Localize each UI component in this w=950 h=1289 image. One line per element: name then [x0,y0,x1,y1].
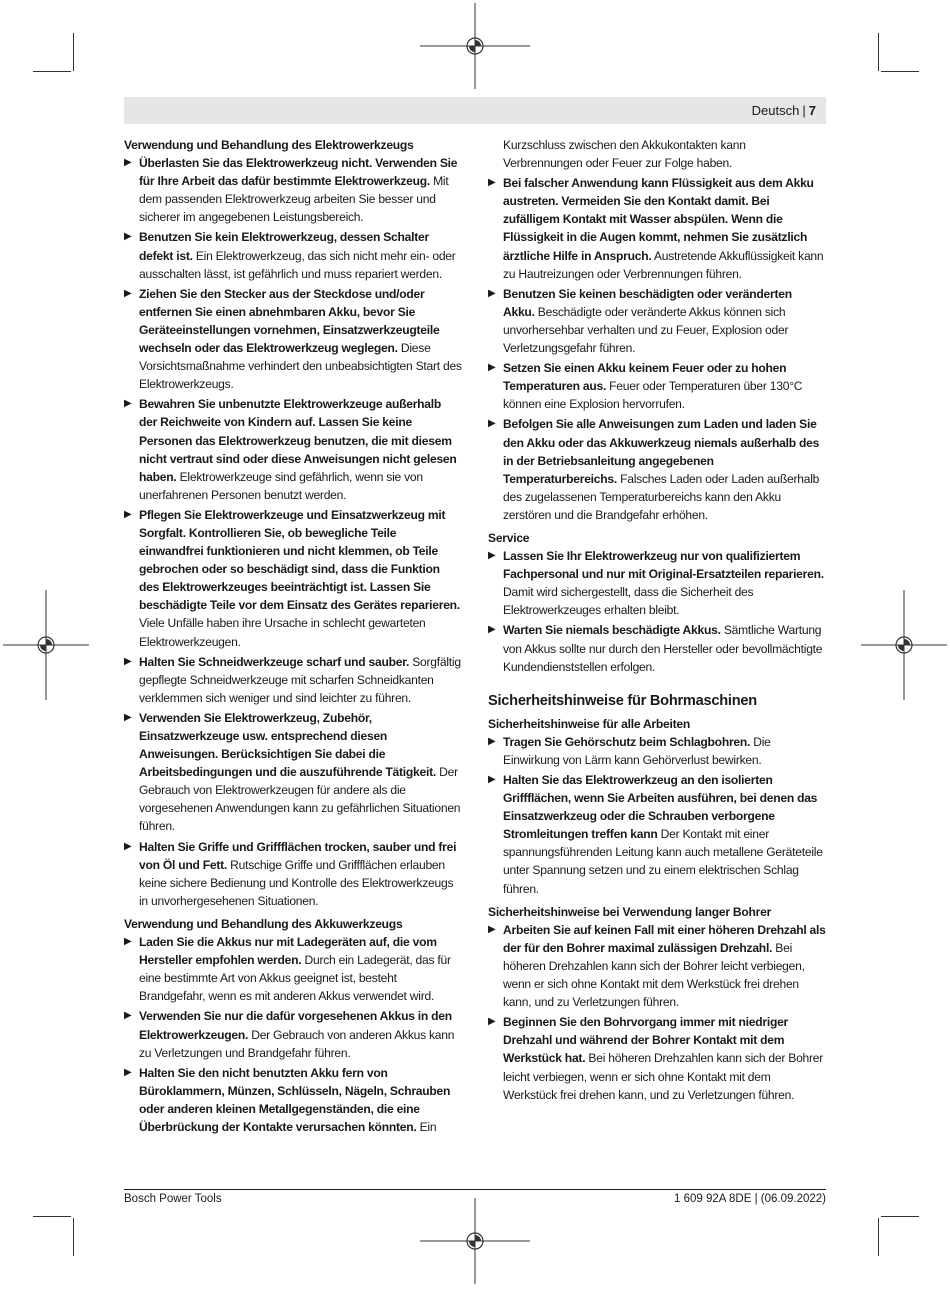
crop-mark-bottom-left-v [73,1218,74,1256]
bullet-arrow-icon: ▶ [488,923,496,935]
bullet-arrow-icon: ▶ [488,362,496,374]
bullet-arrow-icon: ▶ [124,157,132,169]
item-explanation: Der Gebrauch von Elektrowerkzeugen für andere als die vorgesehenen Anwendungen kann zu gefährlichen Situationen führen. [139,765,461,834]
chapter-title: Sicherheitshinweise für Bohrmaschinen [488,692,757,709]
crop-mark-bottom-left-h [33,1216,71,1217]
bullet-arrow-icon: ▶ [488,735,496,747]
section-heading: Verwendung und Behandlung des Elektrowerkzeugs [124,138,414,152]
item-explanation: Austretende Akkuflüssigkeit kann zu Hautreizungen oder Verbrennungen führen. [503,248,824,281]
item-instruction: Lassen Sie Ihr Elektrowerkzeug nur von qualifiziertem Fachpersonal und nur mit Original-Ersatzteilen reparieren. [503,549,824,582]
list-item [488,285,826,357]
registration-mark-right-icon [861,590,947,700]
item-explanation: Bei höheren Drehzahlen kann sich der Bohrer leicht verbiegen, wenn er sich ohne Kontakt mit dem Werkstück frei drehen kann, und zu Verletzungen führen. [503,940,805,1010]
item-instruction: Ziehen Sie den Stecker aus der Steckdose und/oder entfernen Sie einen abnehmbaren Akku, bevor Sie Geräteeinstellungen vornehmen, Einsatzwerkzeugteile wechseln oder das Elektrowerkzeug weglegen. [139,286,440,356]
footer-divider [124,1189,826,1190]
section-items [488,921,826,1104]
registration-mark-left-icon [3,590,89,700]
list-item [124,395,462,504]
item-explanation: Viele Unfälle haben ihre Ursache in schlecht gewarteten Elektrowerkzeugen. [139,616,426,649]
item-instruction: Überlasten Sie das Elektrowerkzeug nicht. Verwenden Sie für Ihre Arbeit das dafür bestimmte Elektrowerkzeug. [139,156,458,189]
list-item [124,1064,462,1136]
list-item [488,771,826,898]
header-label [752,103,816,118]
item-instruction: Benutzen Sie keinen beschädigten oder veränderten Akku. [503,286,792,319]
page-number: 7 [808,103,816,118]
item-instruction: Halten Sie Griffe und Griffflächen trocken, sauber und frei von Öl und Fett. [139,839,457,872]
list-item [124,838,462,910]
bullet-arrow-icon: ▶ [124,287,132,299]
item-instruction: Verwenden Sie nur die dafür vorgesehenen Akkus in den Elektrowerkzeugen. [139,1009,452,1042]
item-explanation: Ein [416,1119,437,1134]
list-item [488,1013,826,1103]
bullet-arrow-icon: ▶ [124,398,132,410]
item-explanation: Falsches Laden oder Laden außerhalb des zugelassenen Temperaturbereichs kann den Akku zerstören und die Brandgefahr erhöhen. [503,471,820,522]
item-instruction: Setzen Sie einen Akku keinem Feuer oder zu hohen Temperaturen aus. [503,361,787,394]
footer-doc-id: 1 609 92A 8DE | (06.09.2022) [674,1193,826,1205]
crop-mark-bottom-right-v [878,1218,879,1256]
crop-mark-top-right-v [878,33,879,71]
bullet-arrow-icon: ▶ [124,1066,132,1078]
bullet-arrow-icon: ▶ [124,508,132,520]
footer-brand: Bosch Power Tools [124,1193,222,1205]
bullet-arrow-icon: ▶ [124,936,132,948]
list-item [488,359,826,413]
bullet-arrow-icon: ▶ [124,1010,132,1022]
item-explanation: Bei höheren Drehzahlen kann sich der Bohrer leicht verbiegen, wenn er sich ohne Kontakt mit dem Werkstück frei drehen kann, und zu Verletzungen führen. [503,1051,824,1102]
item-explanation: Der Kontakt mit einer spannungsführenden Leitung kann auch metallene Geräteteile unter Spannung setzen und zu einem elektrischen Schlag führen. [503,827,823,896]
list-item [488,174,826,283]
item-instruction: Benutzen Sie kein Elektrowerkzeug, dessen Schalter defekt ist. [139,230,429,263]
bullet-arrow-icon: ▶ [488,550,496,562]
list-item [124,228,462,282]
list-item [488,733,826,769]
bullet-arrow-icon: ▶ [124,231,132,243]
registration-mark-bottom-icon [420,1198,530,1284]
bullet-arrow-icon: ▶ [488,624,496,636]
section-heading: Sicherheitshinweise bei Verwendung langer Bohrer [488,904,772,919]
item-instruction: Warten Sie niemals beschädigte Akkus. [503,623,721,638]
item-instruction: Bei falscher Anwendung kann Flüssigkeit aus dem Akku austreten. Vermeiden Sie den Kontakt damit. Bei zufälligem Kontakt mit Wasser abspülen. Wenn die Flüssigkeit in die Augen kommt, nehmen Sie zusätzlich ärztliche Hilfe in Anspruch. [503,176,814,263]
crop-mark-bottom-right-h [881,1216,919,1217]
bullet-arrow-icon: ▶ [488,774,496,785]
list-item [124,933,462,1005]
item-explanation: Ein Elektrowerkzeug, das sich nicht mehr ein- oder ausschalten lässt, ist gefährlich und muss repariert werden. [139,248,456,281]
bullet-arrow-icon: ▶ [124,655,132,667]
item-instruction: Laden Sie die Akkus nur mit Ladegeräten auf, die vom Hersteller empfohlen werden. [139,935,437,968]
item-explanation: Die Einwirkung von Lärm kann Gehörverlust bewirken. [503,734,771,767]
bullet-arrow-icon: ▶ [488,177,496,189]
page-header [124,97,826,124]
section-heading: Service [488,530,530,545]
crop-mark-top-left-h [33,71,71,72]
header-language: Deutsch [751,103,800,118]
header-separator: | [802,103,806,118]
item-instruction: Tragen Sie Gehörschutz beim Schlagbohren. [503,734,751,749]
list-item [124,653,462,707]
item-explanation: Sorgfältig gepflegte Schneidwerkzeuge mit scharfen Schneidkanten verklemmen sich weniger und sind leichter zu führen. [139,654,461,705]
registration-mark-top-icon [420,3,530,89]
item-explanation: Beschädigte oder veränderte Akkus können sich unvorhersehbar verhalten und zu Feuer, Explosion oder Verletzungsgefahr führen. [503,304,789,356]
section-heading: Verwendung und Behandlung des Akkuwerkzeugs [124,916,403,931]
section-heading: Sicherheitshinweise für alle Arbeiten [488,716,691,731]
list-item [124,285,462,394]
section-items [124,154,462,910]
list-item [488,621,826,675]
list-item [488,547,826,619]
list-item [488,415,826,524]
bullet-arrow-icon: ▶ [488,1016,496,1028]
item-instruction: Halten Sie Schneidwerkzeuge scharf und sauber. [139,654,410,669]
item-instruction: Arbeiten Sie auf keinen Fall mit einer höheren Drehzahl als der für den Bohrer maximal zulässigen Drehzahl. [503,922,826,955]
item-explanation: Mit dem passenden Elektrowerkzeug arbeiten Sie besser und sicherer im angegebenen Leistungsbereich. [139,174,449,225]
item-instruction: Halten Sie das Elektrowerkzeug an den isolierten Griffflächen, wenn Sie Arbeiten ausführen, bei denen das Einsatzwerkzeug oder die Schrauben verborgene Stromleitungen treffen kann [503,773,818,842]
bullet-arrow-icon: ▶ [488,287,496,299]
item-explanation: Damit wird sichergestellt, dass die Sicherheit des Elektrowerkzeuges erhalten bleibt. [503,585,754,618]
bullet-arrow-icon: ▶ [124,711,132,723]
section-items [488,733,826,898]
list-item [124,154,462,226]
left-column [124,136,462,1138]
section-items [488,174,826,524]
item-explanation: Elektrowerkzeuge sind gefährlich, wenn sie von unerfahrenen Personen benutzt werden. [139,469,423,502]
crop-mark-top-right-h [881,71,919,72]
list-item [488,921,826,1011]
item-explanation: Diese Vorsichtsmaßnahme verhindert den unbeabsichtigten Start des Elektrowerkzeugs. [139,341,462,392]
bullet-arrow-icon: ▶ [488,418,496,430]
item-instruction: Verwenden Sie Elektrowerkzeug, Zubehör, Einsatzwerkzeuge usw. entsprechend diesen Anweisungen. Berücksichtigen Sie dabei die Arbeitsbedingungen und die auszuführende Tätigkeit. [139,710,436,780]
item-instruction: Befolgen Sie alle Anweisungen zum Laden und laden Sie den Akku oder das Akkuwerkzeug niemals außerhalb des in der Betriebsanleitung angegebenen Temperaturbereichs. [503,417,820,486]
crop-mark-top-left-v [73,33,74,71]
item-instruction: Pflegen Sie Elektrowerkzeuge und Einsatzwerkzeug mit Sorgfalt. Kontrollieren Sie, ob bewegliche Teile einwandfrei funktionieren und nicht klemmen, ob Teile gebrochen oder so beschädigt sind, dass die Funktion des Elektrowerkzeuges beeinträchtigt ist. Lassen Sie beschädigte Teile vor dem Einsatz des Gerätes reparieren. [139,507,460,613]
continued-paragraph: Kurzschluss zwischen den Akkukontakten kann Verbrennungen oder Feuer zur Folge haben. [503,138,746,171]
item-instruction: Beginnen Sie den Bohrvorgang immer mit niedriger Drehzahl und während der Bohrer Kontakt mit dem Werkstück hat. [503,1015,789,1066]
right-column [488,136,826,1106]
item-explanation: Rutschige Griffe und Griffflächen erlauben keine sichere Bedienung und Kontrolle des Elektrowerkzeugs in unvorhergesehenen Situationen. [139,857,454,908]
item-explanation: Durch ein Ladegerät, das für eine bestimmte Art von Akkus geeignet ist, besteht Brandgefahr, wenn es mit anderen Akkus verwendet wird. [139,953,451,1004]
item-instruction: Halten Sie den nicht benutzten Akku fern von Büroklammern, Münzen, Schlüsseln, Nägeln, Schrauben oder anderen kleinen Metallgegenständen, die eine Überbrückung der Kontakte verursachen könnten. [139,1065,451,1134]
item-instruction: Bewahren Sie unbenutzte Elektrowerkzeuge außerhalb der Reichweite von Kindern auf. Lassen Sie keine Personen das Elektrowerkzeug benutzen, die mit diesem nicht vertraut sind oder diese Anweisungen nicht gelesen haben. [139,397,457,484]
list-item [124,1007,462,1061]
item-explanation: Der Gebrauch von anderen Akkus kann zu Verletzungen und Brandgefahr führen. [139,1027,455,1060]
list-item [124,709,462,836]
item-explanation: Feuer oder Temperaturen über 130°C können eine Explosion hervorrufen. [503,379,803,412]
list-item [124,506,462,651]
bullet-arrow-icon: ▶ [124,840,132,852]
item-explanation: Sämtliche Wartung von Akkus sollte nur durch den Hersteller oder bevollmächtigte Kundendienststellen erfolgen. [503,623,823,674]
section-items [488,547,826,676]
section-items [124,933,462,1136]
